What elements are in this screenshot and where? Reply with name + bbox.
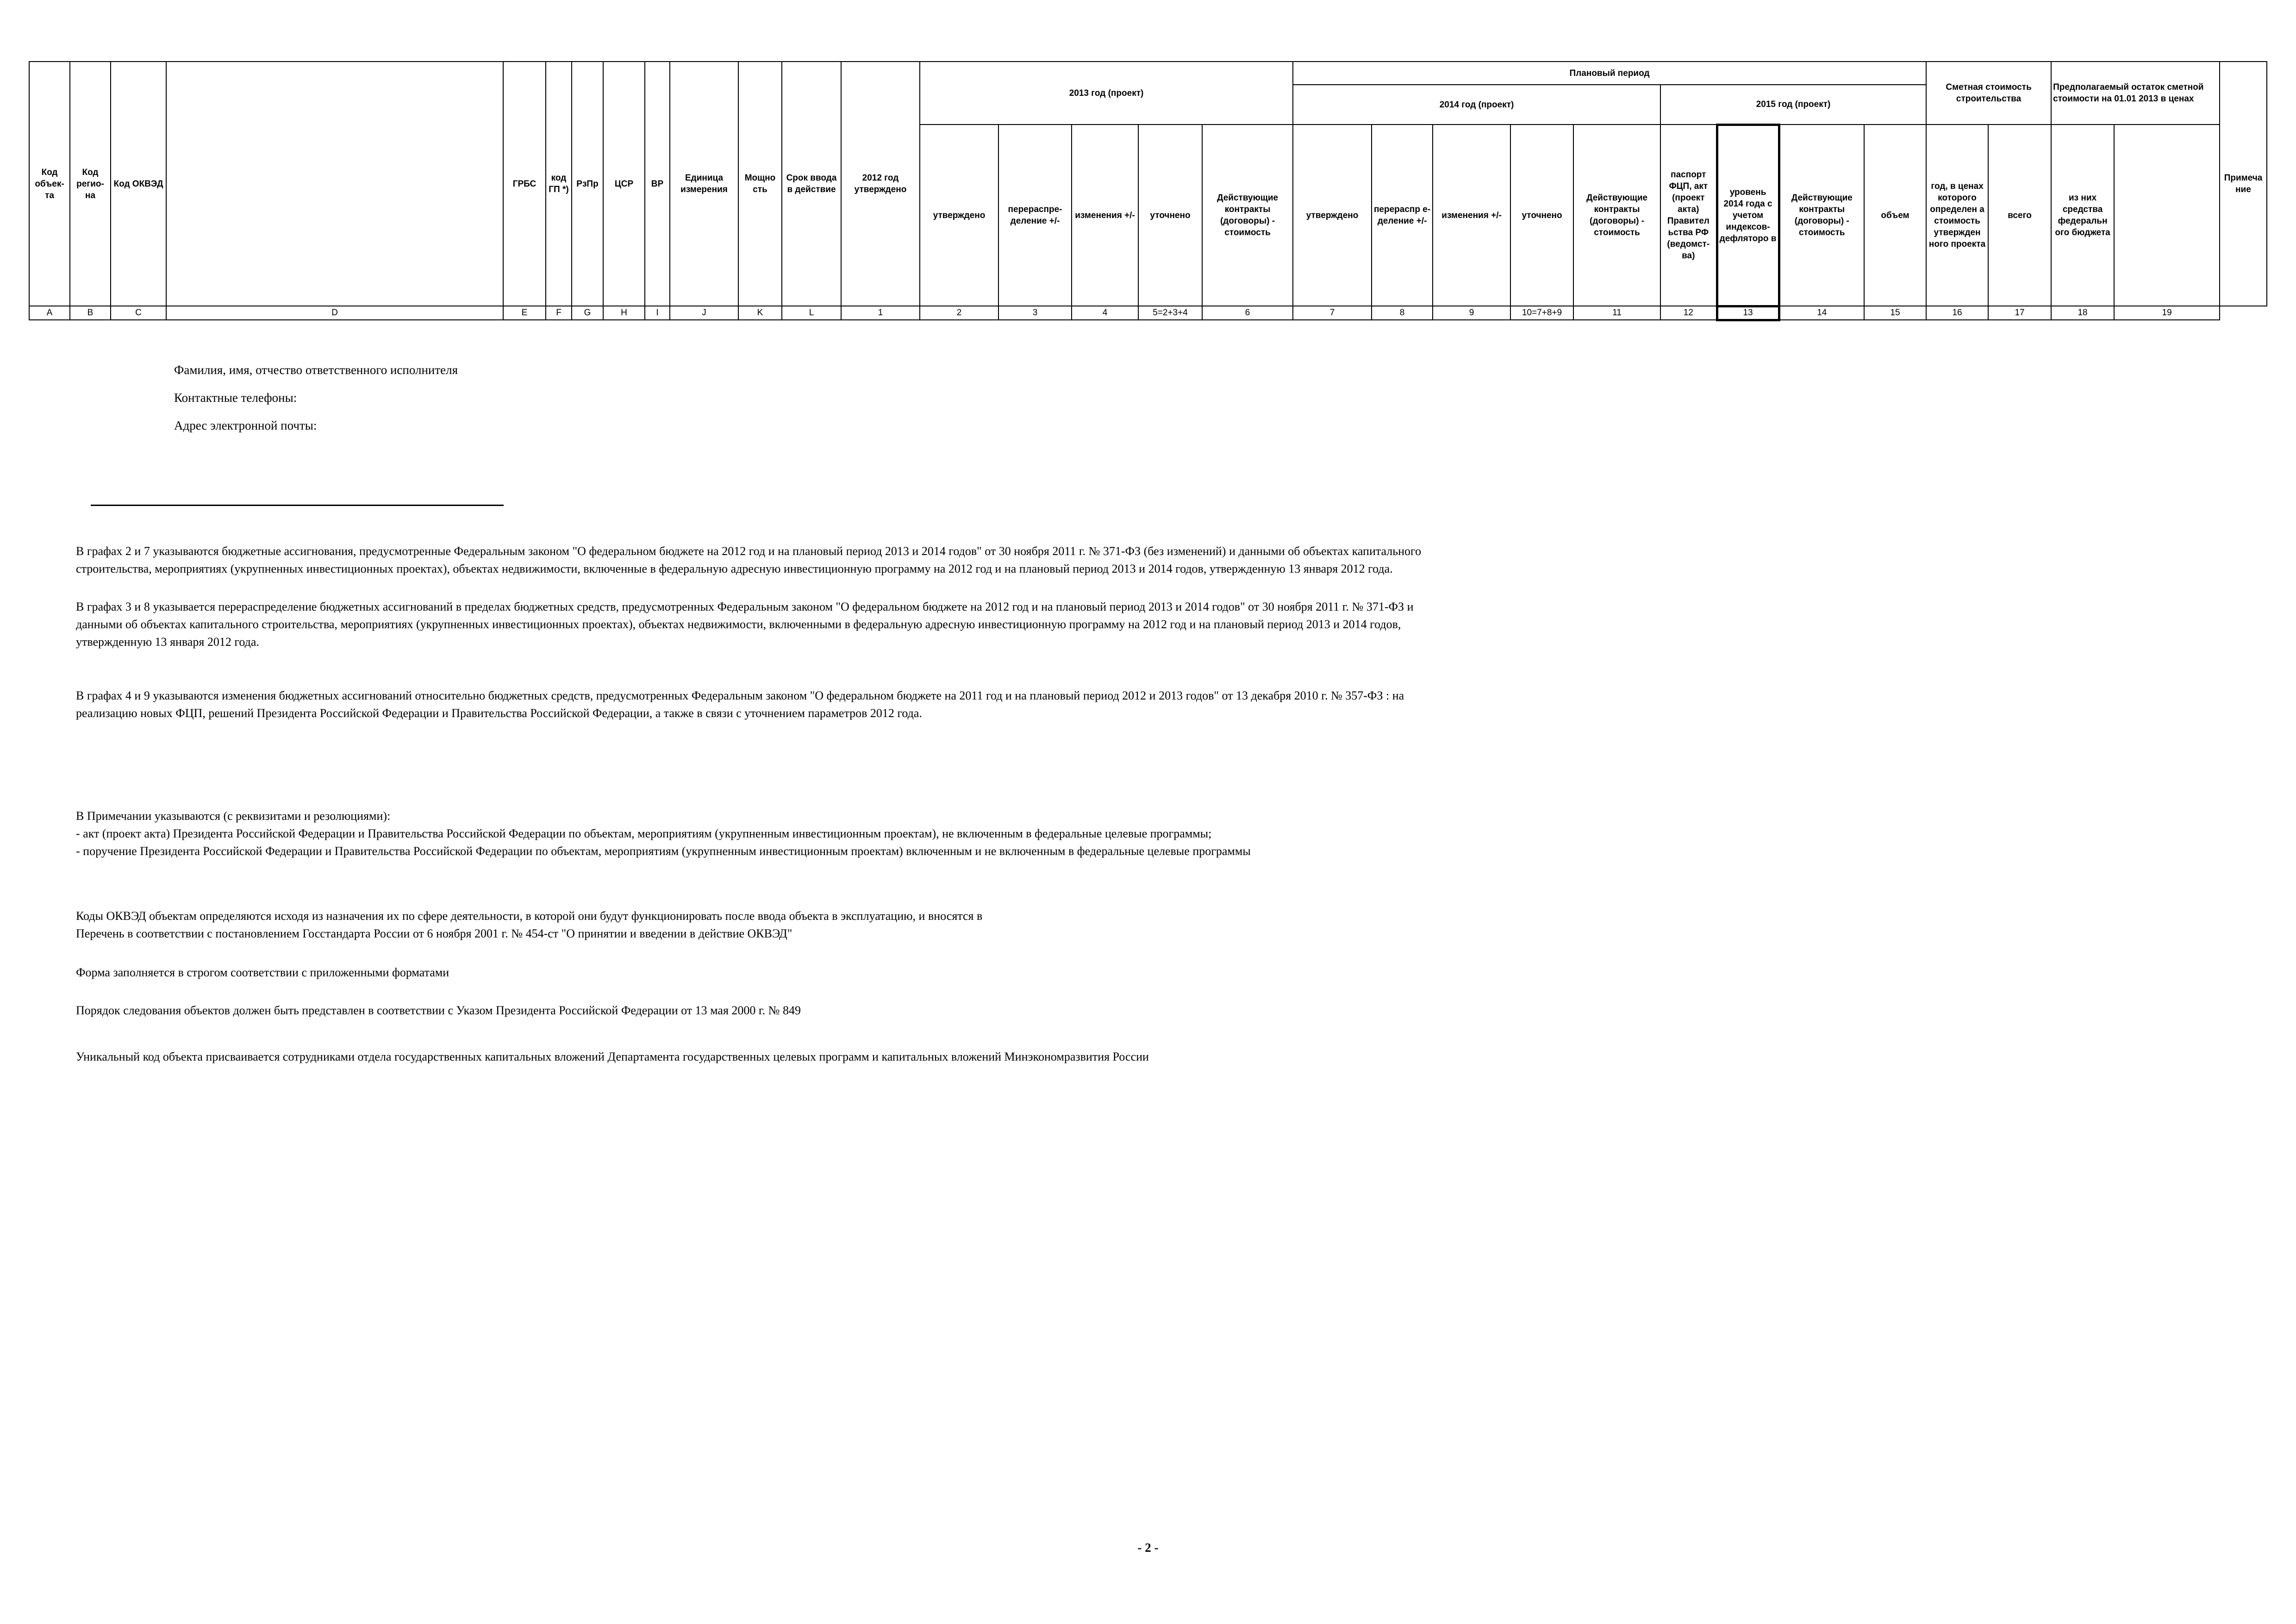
header-note: Примечание xyxy=(2220,62,2267,306)
header-2013-changes: изменения +/- xyxy=(1072,125,1138,306)
header-price-year: год, в ценах которого определен а стоимость утвержден ного проекта xyxy=(1926,125,1988,306)
column-number: L xyxy=(782,306,841,320)
note-line: В графах 2 и 7 указываются бюджетные ассигнования, предусмотренные Федеральным законом "О федеральном бюджете на 2012 год и на плановый период 2013 и 2014 годов" от 30 ноября 2011 г. № 371-ФЗ (без изменений) и данными об объектах капитального xyxy=(76,544,1422,558)
header-csr: ЦСР xyxy=(603,62,645,306)
note-format xyxy=(76,964,1752,981)
column-number: F xyxy=(546,306,572,320)
header-2015-level: уровень 2014 года с учетом индексов-дефляторо в xyxy=(1717,125,1779,306)
column-number: 11 xyxy=(1573,306,1660,320)
header-planned-period: Плановый период xyxy=(1293,62,1926,85)
header-vr: ВР xyxy=(645,62,670,306)
note-line: реализацию новых ФЦП, решений Президента Российской Федерации и Правительства Российской Федерации, а также в связи с уточнением параметров 2012 года. xyxy=(76,706,922,720)
header-federal-funds: из них средства федеральн ого бюджета xyxy=(2051,125,2114,306)
header-2014-approved: утверждено xyxy=(1293,125,1372,306)
header-volume: объем xyxy=(1864,125,1926,306)
column-number: 5=2+3+4 xyxy=(1138,306,1202,320)
note-okved xyxy=(76,907,1752,943)
column-number: 9 xyxy=(1433,306,1510,320)
column-number: A xyxy=(29,306,70,320)
column-number: 8 xyxy=(1372,306,1433,320)
column-number: 14 xyxy=(1779,306,1864,320)
column-number: 10=7+8+9 xyxy=(1510,306,1573,320)
header-2012-approved: 2012 год утверждено xyxy=(841,62,920,306)
column-number: E xyxy=(503,306,546,320)
contact-phones-label: Контактные телефоны: xyxy=(174,391,297,405)
investment-program-table xyxy=(29,61,2267,321)
column-number: J xyxy=(670,306,738,320)
header-2014-redistribution: перераспр е-деление +/- xyxy=(1372,125,1433,306)
header-2013-group: 2013 год (проект) xyxy=(920,62,1293,125)
note-line: В Примечании указываются (с реквизитами и резолюциями): xyxy=(76,809,391,823)
header-remaining-cost: Предполагаемый остаток сметной стоимости на 01.01 2013 в ценах xyxy=(2051,62,2220,125)
header-rzpr: РзПр xyxy=(572,62,603,306)
header-2015-passport: паспорт ФЦП, акт (проект акта) Правител ьства РФ (ведомст-ва) xyxy=(1660,125,1717,306)
header-region-code: Код регио-на xyxy=(70,62,111,306)
header-2014-contracts: Действующие контракты (договоры) - стоимость xyxy=(1573,125,1660,306)
column-number: 6 xyxy=(1202,306,1293,320)
header-2014-group: 2014 год (проект) xyxy=(1293,85,1660,125)
column-number: I xyxy=(645,306,670,320)
note-line: Коды ОКВЭД объектам определяются исходя из назначения их по сфере деятельности, в которой они будут функционировать после ввода объекта в эксплуатацию, и вносятся в xyxy=(76,909,983,923)
note-columns-4-9 xyxy=(76,687,1752,722)
column-number: 7 xyxy=(1293,306,1372,320)
note-line: Форма заполняется в строгом соответствии с приложенными форматами xyxy=(76,966,449,979)
header-unit: Единица измерения xyxy=(670,62,738,306)
column-numbers-row xyxy=(29,306,2267,320)
note-remarks xyxy=(76,807,1752,860)
header-2013-approved: утверждено xyxy=(920,125,998,306)
note-line: данными об объектах капитального строительства, мероприятиях (укрупненных инвестиционных проектах), объектах недвижимости, включенными в федеральную адресную инвестиционную программу на 2012 год и на плановый период 2013 и 2014 годов, xyxy=(76,618,1401,631)
note-line: строительства, мероприятиях (укрупненных инвестиционных проектах), объектах недвижимости, включенные в федеральную адресную инвестиционную программу на 2012 год и на плановый период 2013 и 2014 годов, утвержденную 13 января 2012 года. xyxy=(76,562,1393,575)
column-number: 19 xyxy=(2114,306,2220,320)
column-number: K xyxy=(738,306,782,320)
footnote-divider xyxy=(91,505,504,506)
note-line: - акт (проект акта) Президента Российской Федерации и Правительства Российской Федерации по объектам, мероприятиям (укрупненным инвестиционным проектам), не включенным в федеральные целевые программы; xyxy=(76,827,1212,840)
note-line: В графах 3 и 8 указывается перераспределение бюджетных ассигнований в пределах бюджетных средств, предусмотренных Федеральным законом "О федеральном бюджете на 2012 год и на плановый период 2013 и 2014 годов" от 30 ноября 2011 г. № 371-ФЗ и xyxy=(76,600,1414,613)
header-commissioning-date: Срок ввода в действие xyxy=(782,62,841,306)
column-number: 18 xyxy=(2051,306,2114,320)
column-number: 3 xyxy=(998,306,1072,320)
column-number: 1 xyxy=(841,306,920,320)
column-number: D xyxy=(166,306,503,320)
header-gp-code: код ГП *) xyxy=(546,62,572,306)
contact-name-label: Фамилия, имя, отчество ответственного исполнителя xyxy=(174,363,458,377)
column-number: 16 xyxy=(1926,306,1988,320)
column-number: 13 xyxy=(1717,306,1779,320)
note-unique-code xyxy=(76,1048,1752,1066)
header-grbs: ГРБС xyxy=(503,62,546,306)
header-2013-redistribution: перераспре-деление +/- xyxy=(998,125,1072,306)
header-estimated-cost: Сметная стоимость строительства xyxy=(1926,62,2051,125)
header-okved-code: Код ОКВЭД xyxy=(111,62,166,306)
column-number: H xyxy=(603,306,645,320)
column-number: 12 xyxy=(1660,306,1717,320)
column-number: C xyxy=(111,306,166,320)
column-number: G xyxy=(572,306,603,320)
header-2015-group: 2015 год (проект) xyxy=(1660,85,1926,125)
column-number: 17 xyxy=(1988,306,2051,320)
header-2015-contracts: Действующие контракты (договоры) - стоимость xyxy=(1779,125,1864,306)
page-number: - 2 - xyxy=(1137,1541,1159,1555)
column-number: 2 xyxy=(920,306,998,320)
note-line: - поручение Президента Российской Федерации и Правительства Российской Федерации по объектам, мероприятиям (укрупненным инвестиционным проектам) включенным и не включенным в федеральные целевые программы xyxy=(76,844,1251,858)
note-line: Уникальный код объекта присваивается сотрудниками отдела государственных капитальных вложений Департамента государственных целевых программ и капитальных вложений Минэкономразвития России xyxy=(76,1050,1149,1063)
header-2013-contracts: Действующие контракты (договоры) - стоимость xyxy=(1202,125,1293,306)
contact-email-label: Адрес электронной почты: xyxy=(174,418,317,432)
note-line: Порядок следования объектов должен быть представлен в соответствии с Указом Президента Российской Федерации от 13 мая 2000 г. № 849 xyxy=(76,1004,801,1017)
note-columns-2-7 xyxy=(76,543,1752,578)
note-line: В графах 4 и 9 указываются изменения бюджетных ассигнований относительно бюджетных средств, предусмотренных Федеральным законом "О федеральном бюджете на 2011 год и на плановый период 2012 и 2013 годов" от 13 декабря 2010 г. № 357-ФЗ : на xyxy=(76,689,1404,702)
header-2014-changes: изменения +/- xyxy=(1433,125,1510,306)
note-line: утвержденную 13 января 2012 года. xyxy=(76,635,259,649)
header-object-code: Код объек-та xyxy=(29,62,70,306)
note-order xyxy=(76,1002,1752,1019)
column-number: B xyxy=(70,306,111,320)
note-line: Перечень в соответствии с постановлением Госстандарта России от 6 ноября 2001 г. № 454-ст "О принятии и введении в действие ОКВЭД" xyxy=(76,927,792,940)
note-columns-3-8 xyxy=(76,598,1752,651)
header-2014-specified: уточнено xyxy=(1510,125,1573,306)
column-number: 15 xyxy=(1864,306,1926,320)
header-capacity: Мощно сть xyxy=(738,62,782,306)
header-total: всего xyxy=(1988,125,2051,306)
header-column-d xyxy=(166,62,503,306)
header-2013-specified: уточнено xyxy=(1138,125,1202,306)
column-number: 4 xyxy=(1072,306,1138,320)
